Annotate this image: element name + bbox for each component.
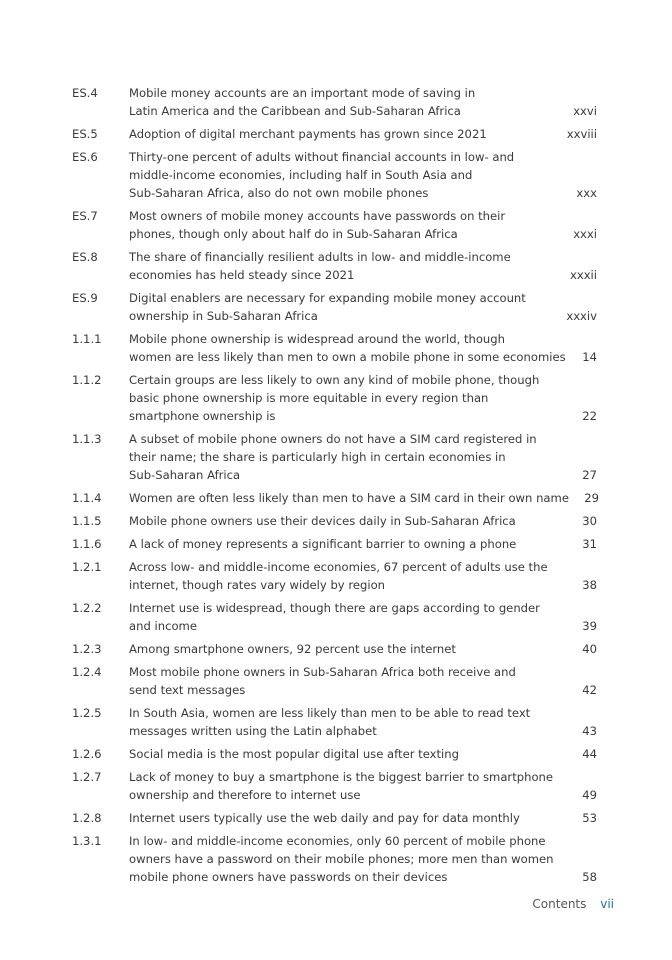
toc-entry[interactable] xyxy=(72,489,597,507)
page-number[interactable]: xxx xyxy=(576,186,597,200)
figure-title-line: Thirty-one percent of adults without financial accounts in low- and xyxy=(129,150,515,164)
figure-title xyxy=(129,84,567,120)
page-number[interactable]: xxxi xyxy=(573,227,597,241)
figure-title-line: ownership and therefore to internet use xyxy=(129,788,361,802)
page-number[interactable]: 39 xyxy=(582,619,597,633)
figure-number: 1.2.1 xyxy=(72,560,102,574)
figure-title-line: ownership in Sub-Saharan Africa xyxy=(129,309,318,323)
figure-title xyxy=(129,599,567,635)
figure-title-line: A subset of mobile phone owners do not have a SIM card registered in xyxy=(129,432,537,446)
figure-title xyxy=(129,832,567,886)
page-number[interactable]: 14 xyxy=(582,350,597,364)
page-number[interactable]: 53 xyxy=(582,811,597,825)
toc-entry[interactable] xyxy=(72,430,597,484)
page-number[interactable]: 43 xyxy=(582,724,597,738)
figure-title-line: basic phone ownership is more equitable in every region than xyxy=(129,391,489,405)
figure-title-line: Sub-Saharan Africa, also do not own mobile phones xyxy=(129,186,429,200)
figure-title-line: internet, though rates vary widely by region xyxy=(129,578,386,592)
figure-number: 1.2.8 xyxy=(72,811,102,825)
figure-title xyxy=(129,430,567,484)
figure-number: 1.2.7 xyxy=(72,770,102,784)
footer-section-label: Contents xyxy=(532,897,587,911)
figure-title-line: women are less likely than men to own a mobile phone in some economies xyxy=(129,350,566,364)
toc-entry[interactable] xyxy=(72,84,597,120)
figure-title-line: Lack of money to buy a smartphone is the biggest barrier to smartphone xyxy=(129,770,554,784)
figure-title xyxy=(129,704,567,740)
page-number[interactable]: 27 xyxy=(582,468,597,482)
figure-title-line: Among smartphone owners, 92 percent use the internet xyxy=(129,642,456,656)
figure-title xyxy=(129,768,567,804)
figure-number: ES.6 xyxy=(72,150,98,164)
figure-title xyxy=(129,535,567,553)
figure-title xyxy=(129,512,567,530)
figure-title-line: middle-income economies, including half in South Asia and xyxy=(129,168,473,182)
toc-entry[interactable] xyxy=(72,558,597,594)
figure-title-line: Women are often less likely than men to have a SIM card in their own name xyxy=(129,491,569,505)
figure-number: 1.1.4 xyxy=(72,491,102,505)
page-number[interactable]: xxvi xyxy=(573,104,597,118)
toc-entry[interactable] xyxy=(72,371,597,425)
page-number[interactable]: 30 xyxy=(582,514,597,528)
figure-title xyxy=(129,558,567,594)
toc-entry[interactable] xyxy=(72,809,597,827)
page-number[interactable]: 44 xyxy=(582,747,597,761)
figure-number: ES.5 xyxy=(72,127,98,141)
figure-title-line: their name; the share is particularly high in certain economies in xyxy=(129,450,506,464)
toc-entry[interactable] xyxy=(72,832,597,886)
figure-title xyxy=(129,489,569,507)
page-number[interactable]: 29 xyxy=(584,491,599,505)
figure-number: ES.7 xyxy=(72,209,98,223)
toc-entry[interactable] xyxy=(72,248,597,284)
toc-entry[interactable] xyxy=(72,207,597,243)
figure-title xyxy=(129,248,567,284)
figure-title xyxy=(129,289,566,325)
figure-title-line: phones, though only about half do in Sub-Saharan Africa xyxy=(129,227,458,241)
figure-title-line: send text messages xyxy=(129,683,246,697)
figure-title-line: Internet use is widespread, though there are gaps according to gender xyxy=(129,601,540,615)
figure-number: 1.1.5 xyxy=(72,514,102,528)
figure-title xyxy=(129,809,567,827)
figure-title xyxy=(129,148,567,202)
figure-title-line: economies has held steady since 2021 xyxy=(129,268,355,282)
figure-title-line: In low- and middle-income economies, only 60 percent of mobile phone xyxy=(129,834,546,848)
page-footer xyxy=(532,897,614,911)
figure-number: 1.2.2 xyxy=(72,601,102,615)
figure-title xyxy=(129,640,567,658)
toc-entry[interactable] xyxy=(72,125,597,143)
toc-entry[interactable] xyxy=(72,768,597,804)
figure-number: 1.2.3 xyxy=(72,642,102,656)
toc-entry[interactable] xyxy=(72,704,597,740)
toc-entry[interactable] xyxy=(72,640,597,658)
figure-title-line: Digital enablers are necessary for expanding mobile money account xyxy=(129,291,526,305)
figure-title-line: smartphone ownership is xyxy=(129,409,276,423)
figure-number: ES.8 xyxy=(72,250,98,264)
page-number[interactable]: 58 xyxy=(582,870,597,884)
figure-title xyxy=(129,207,567,243)
page-number[interactable]: 38 xyxy=(582,578,597,592)
page-number[interactable]: 42 xyxy=(582,683,597,697)
figure-title xyxy=(129,330,567,366)
toc-entry[interactable] xyxy=(72,663,597,699)
toc-entry[interactable] xyxy=(72,512,597,530)
figure-number: 1.1.1 xyxy=(72,332,102,346)
figure-title xyxy=(129,125,567,143)
figure-title-line: messages written using the Latin alphabet xyxy=(129,724,377,738)
figure-title-line: A lack of money represents a significant barrier to owning a phone xyxy=(129,537,517,551)
figure-title-line: mobile phone owners have passwords on their devices xyxy=(129,870,448,884)
toc-entry[interactable] xyxy=(72,599,597,635)
figure-number: ES.4 xyxy=(72,86,98,100)
figure-title-line: Mobile phone owners use their devices daily in Sub-Saharan Africa xyxy=(129,514,516,528)
figure-title-line: and income xyxy=(129,619,197,633)
figure-title-line: Certain groups are less likely to own any kind of mobile phone, though xyxy=(129,373,540,387)
footer-page-number: vii xyxy=(600,897,614,911)
figure-title-line: Mobile phone ownership is widespread around the world, though xyxy=(129,332,505,346)
figure-title-line: Mobile money accounts are an important mode of saving in xyxy=(129,86,476,100)
page-number[interactable]: 31 xyxy=(582,537,597,551)
toc-entry[interactable] xyxy=(72,330,597,366)
figure-title-line: Internet users typically use the web daily and pay for data monthly xyxy=(129,811,520,825)
figure-title-line: Most mobile phone owners in Sub-Saharan Africa both receive and xyxy=(129,665,516,679)
figure-title-line: In South Asia, women are less likely than men to be able to read text xyxy=(129,706,531,720)
figure-number: 1.1.6 xyxy=(72,537,102,551)
figure-title-line: Across low- and middle-income economies, 67 percent of adults use the xyxy=(129,560,548,574)
figure-title-line: Latin America and the Caribbean and Sub-Saharan Africa xyxy=(129,104,461,118)
figure-number: 1.1.3 xyxy=(72,432,102,446)
table-of-figures xyxy=(72,84,597,891)
page-number[interactable]: xxxii xyxy=(569,268,597,282)
figure-title xyxy=(129,663,567,699)
figure-number: 1.2.6 xyxy=(72,747,102,761)
figure-number: ES.9 xyxy=(72,291,98,305)
figure-number: 1.1.2 xyxy=(72,373,102,387)
toc-entry[interactable] xyxy=(72,535,597,553)
toc-entry[interactable] xyxy=(72,745,597,763)
figure-title-line: Sub-Saharan Africa xyxy=(129,468,241,482)
page-number[interactable]: 22 xyxy=(582,409,597,423)
toc-entry[interactable] xyxy=(72,289,597,325)
figure-title-line: owners have a password on their mobile phones; more men than women xyxy=(129,852,554,866)
figure-number: 1.3.1 xyxy=(72,834,102,848)
figure-number: 1.2.5 xyxy=(72,706,102,720)
page-number[interactable]: 40 xyxy=(582,642,597,656)
figure-title xyxy=(129,745,567,763)
figure-number: 1.2.4 xyxy=(72,665,102,679)
toc-entry[interactable] xyxy=(72,148,597,202)
page-number[interactable]: xxviii xyxy=(566,127,597,141)
figure-title-line: Most owners of mobile money accounts have passwords on their xyxy=(129,209,506,223)
figure-title-line: Social media is the most popular digital use after texting xyxy=(129,747,459,761)
page-number[interactable]: xxxiv xyxy=(566,309,597,323)
page-number[interactable]: 49 xyxy=(582,788,597,802)
figure-title xyxy=(129,371,567,425)
figure-title-line: Adoption of digital merchant payments has grown since 2021 xyxy=(129,127,487,141)
figure-title-line: The share of financially resilient adults in low- and middle-income xyxy=(129,250,511,264)
